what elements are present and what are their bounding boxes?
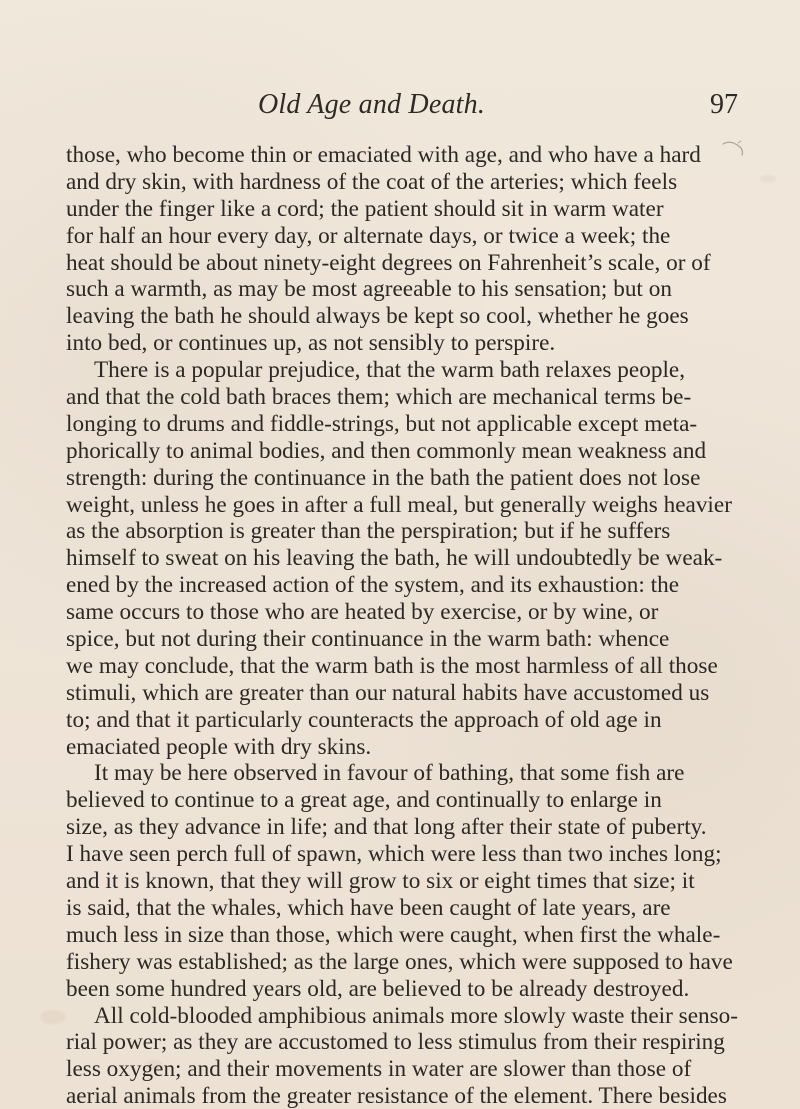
text-line: rial power; as they are accustomed to less stimulus from their respiring (66, 1029, 725, 1056)
text-line: same occurs to those who are heated by exercise, or by wine, or (66, 599, 659, 626)
page-header (0, 89, 800, 121)
text-line: and it is known, that they will grow to six or eight times that size; it (66, 868, 695, 895)
text-line: spice, but not during their continuance in the warm bath: whence (66, 626, 670, 653)
text-line: phorically to animal bodies, and then commonly mean weakness and (66, 437, 707, 464)
paper-stain (40, 1010, 66, 1024)
text-line: I have seen perch full of spawn, which were less than two inches long; (66, 841, 722, 868)
text-line: aerial animals from the greater resistance of the element. There besides (66, 1083, 727, 1109)
text-line: as the absorption is greater than the perspiration; but if he suffers (66, 518, 671, 545)
text-line: we may conclude, that the warm bath is the most harmless of all those (66, 652, 718, 679)
text-line: and dry skin, with hardness of the coat of the arteries; which feels (66, 168, 678, 195)
text-line: believed to continue to a great age, and continually to enlarge in (66, 787, 662, 814)
text-line: ened by the increased action of the system, and its exhaustion: the (66, 572, 680, 599)
text-line: into bed, or continues up, as not sensibly to perspire. (66, 330, 556, 357)
text-line: himself to sweat on his leaving the bath, he will undoubtedly be weak- (66, 545, 723, 572)
text-line: fishery was established; as the large ones, which were supposed to have (66, 948, 733, 975)
text-line: leaving the bath he should always be kept so cool, whether he goes (66, 303, 689, 330)
text-line: emaciated people with dry skins. (66, 733, 372, 760)
text-line: for half an hour every day, or alternate days, or twice a week; the (66, 222, 671, 249)
text-line: heat should be about ninety-eight degrees on Fahrenheit’s scale, or of (66, 249, 711, 276)
page-body-text (66, 142, 746, 1109)
paper-stain (760, 175, 776, 183)
text-line: size, as they advance in life; and that long after their state of puberty. (66, 814, 707, 841)
text-line: to; and that it particularly counteracts the approach of old age in (66, 706, 662, 733)
text-line: under the finger like a cord; the patient should sit in warm water (66, 195, 664, 222)
text-line: There is a popular prejudice, that the warm bath relaxes people, (94, 357, 686, 384)
text-line: It may be here observed in favour of bathing, that some fish are (94, 760, 685, 787)
text-line: such a warmth, as may be most agreeable to his sensation; but on (66, 276, 672, 303)
running-head: Old Age and Death. (258, 89, 486, 120)
text-line: stimuli, which are greater than our natural habits have accustomed us (66, 679, 710, 706)
text-line: weight, unless he goes in after a full meal, but generally weighs heavier (66, 491, 732, 518)
text-line: been some hundred years old, are believed to be already destroyed. (66, 975, 690, 1002)
text-line: and that the cold bath braces them; which are mechanical terms be- (66, 384, 692, 411)
text-line: is said, that the whales, which have been caught of late years, are (66, 894, 671, 921)
page-number: 97 (710, 89, 738, 120)
text-line: those, who become thin or emaciated with age, and who have a hard (66, 142, 701, 168)
text-line: strength: during the continuance in the bath the patient does not lose (66, 464, 701, 491)
text-line: longing to drums and fiddle-strings, but not applicable except meta- (66, 410, 698, 437)
text-line: much less in size than those, which were caught, when first the whale- (66, 921, 721, 948)
text-line: less oxygen; and their movements in water are slower than those of (66, 1056, 692, 1083)
text-line: All cold-blooded amphibious animals more slowly waste their senso- (94, 1002, 739, 1029)
